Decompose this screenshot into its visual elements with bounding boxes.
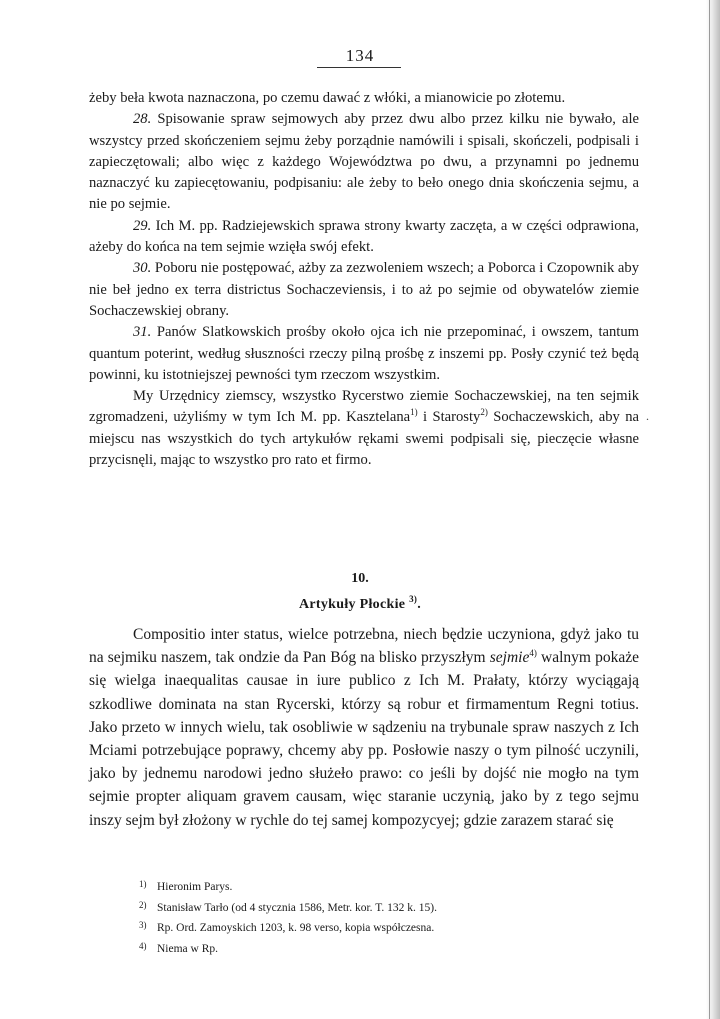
item-number: 29. (133, 217, 152, 234)
paragraph-text: Spisowanie spraw sejmowych aby przez dwu albo przez kilku nie bywało, ale wszystcy przed skończeniem sejmu żeby porządnie namówili i spisali, skończeli, podpisali i zapieczętowali; albo więc z każdego Województwa po dwu, a przynamni po jednemu naznaczyć ku zapiecętowaniu, podpisaniu: ale żeby to beło onego dnia skończenia sejmu, a nie po sejmie. (89, 111, 640, 213)
footnote-mark: 3) (139, 920, 147, 930)
header-rule (317, 67, 401, 68)
footnote-ref-2[interactable]: 2) (480, 407, 488, 418)
section-body-text (89, 623, 639, 832)
footnote-mark: 2) (139, 899, 147, 910)
section-text-1: Compositio inter status, wielce potrzebna, niech będzie uczyniona, gdyż jako tu na sejmiku naszem, tak ondzie da Pan Bóg na blisko przyszłym (89, 626, 639, 667)
paragraph-item-28 (89, 109, 639, 215)
paragraph-compositio (89, 623, 639, 832)
paragraph-item-30 (89, 258, 639, 322)
section-text-2: walnym pokaże się wielga inaequalitas causae in iure publico z Ich M. Prałaty, którzy wyciągają szkodliwe dominata na stan Rycerski, którzy są robur et firmamentum Regni totius. Jako przeto w innych wielu, tak osobliwie w sądzeniu na trybunale spraw naszych z Ich Mciami potrzebujące poprawy, chcemy aby pp. Posłowie naszy o tym pilność uczynili, jako by jednemu narodowi jedno służeło prawo: co jeśli by dojść nie mogło na tym sejmie propter aliquam gravem causam, więc staranie uczynią, jako by z tego sejmu inszy sejm był złożony w rychle do tej samej kompozycyej; gdzie zarazem starać się (89, 649, 639, 829)
item-number: 31. (133, 324, 152, 341)
section-number: 10. (351, 571, 369, 586)
footnote-ref-1[interactable]: 1) (410, 407, 418, 418)
paragraph-signature (89, 386, 639, 471)
footnote-text: Rp. Ord. Zamoyskich 1203, k. 98 verso, kopia współczesna. (157, 922, 435, 934)
paragraph-item-29 (89, 216, 639, 259)
body-text (89, 88, 639, 471)
footnote-ref-4[interactable]: 4) (529, 648, 537, 659)
page-edge-line (709, 0, 710, 1019)
signature-text-1: My Urzędnicy ziemscy, wszystko Rycerstwo ziemie Sochaczewskiej, na ten sejmik zgromadzeni, użyliśmy w tym Ich M. pp. Kasztelana (89, 388, 639, 426)
emphasized-word: sejmie (489, 649, 530, 667)
signature-text-2: i Starosty (417, 409, 481, 426)
paragraph-text: Panów Slatkowskich prośby około ojca ich nie przepominać, i owszem, tantum quantum poterint, według słuszności rzeczy pilną prośbę z inszemi pp. Posły czynić też będą powinni, ku istotniejszej pewności tym rzeczom wszystkim. (89, 324, 640, 383)
footnote-ref-3[interactable]: 3) (409, 594, 418, 604)
section-title-text: Artykuły Płockie (298, 597, 406, 612)
footnote-2 (139, 897, 609, 918)
section-title (0, 594, 720, 613)
paragraph-text: żeby beła kwota naznaczona, po czemu dawać z włóki, a mianowicie po złotemu. (89, 90, 566, 106)
item-number: 28. (133, 111, 152, 128)
section-title-end: . (417, 597, 422, 612)
footnote-mark: 1) (139, 879, 147, 889)
footnote-3 (139, 917, 609, 938)
page-number: 134 (345, 46, 375, 65)
footnote-1 (139, 876, 609, 897)
footnote-4 (139, 938, 609, 959)
signature-text-3: Sochaczewskich, aby na miejscu nas wszystkich do tych artykułów rękami swemi podpisali się, pieczęcie własne przycisnęli, mając to wszystko pro rato et firmo. (89, 409, 639, 469)
footnote-text: Stanisław Tarło (od 4 stycznia 1586, Metr. kor. T. 132 k. 15). (157, 901, 437, 914)
paragraph-continuation (89, 88, 639, 109)
item-number: 30. (133, 260, 152, 277)
paragraph-text: Ich M. pp. Radziejewskich sprawa strony kwarty zaczęta, a w części odprawiona, ażeby do końca na tem sejmie wzięła swój efekt. (89, 217, 639, 256)
marginal-dot-mark: . (646, 409, 649, 423)
footnote-text: Hieronim Parys. (157, 881, 233, 893)
footnotes (139, 876, 609, 958)
footnote-mark: 4) (139, 940, 147, 951)
paragraph-text: Poboru nie postępować, ażby za zezwoleniem wszech; a Poborca i Czopownik aby nie beł jedno ex terra districtus Sochaczeviensis, i to aż po sejmie od obywatelów ziemie Sochaczewskiej obrany. (89, 260, 639, 319)
paragraph-item-31 (89, 322, 639, 386)
footnote-text: Niema w Rp. (157, 942, 219, 955)
